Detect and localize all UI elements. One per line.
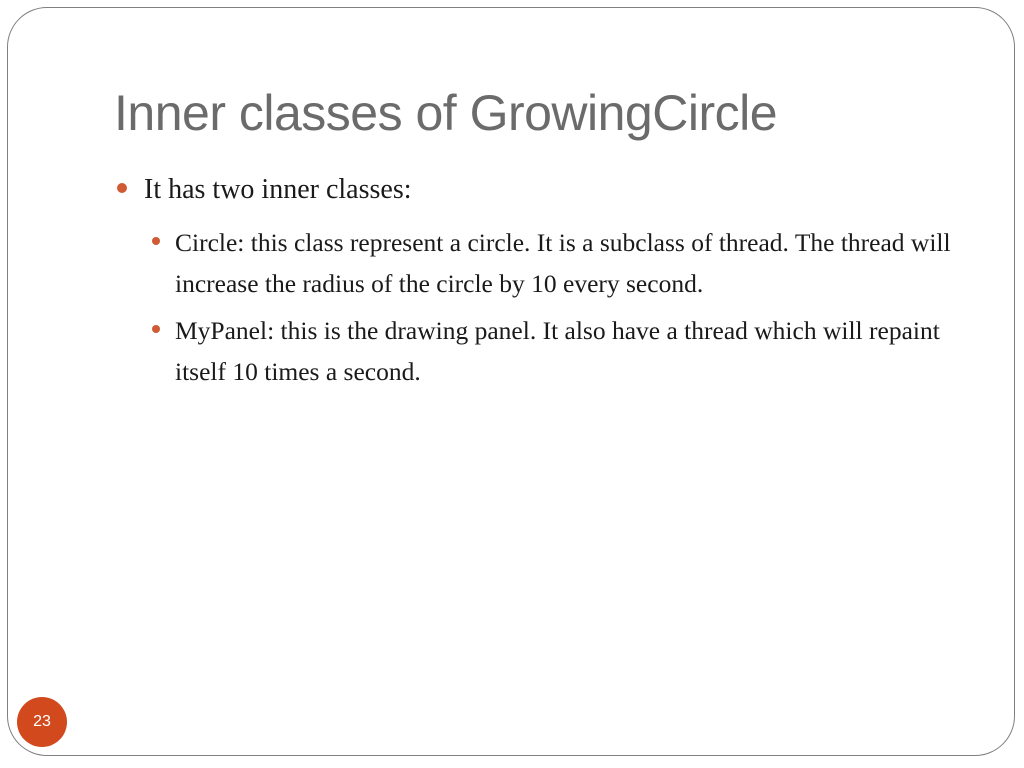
bullet-level2 — [114, 222, 954, 304]
bullet-dot-icon — [152, 237, 160, 245]
slide-body — [114, 170, 954, 392]
bullet-dot-icon — [152, 325, 160, 333]
bullet-level1 — [114, 170, 954, 210]
bullet-text: Circle: this class represent a circle. It is a subclass of thread. The thread will increase the radius of the circle by 10 every second. — [175, 228, 951, 298]
page-number-badge: 23 — [17, 697, 67, 747]
bullet-text: It has two inner classes: — [144, 174, 412, 205]
bullet-dot-icon — [117, 183, 127, 193]
bullet-text: MyPanel: this is the drawing panel. It also have a thread which will repaint itself 10 times a second. — [175, 316, 940, 386]
slide-title: Inner classes of GrowingCircle — [114, 85, 778, 141]
bullet-level2 — [114, 310, 954, 392]
